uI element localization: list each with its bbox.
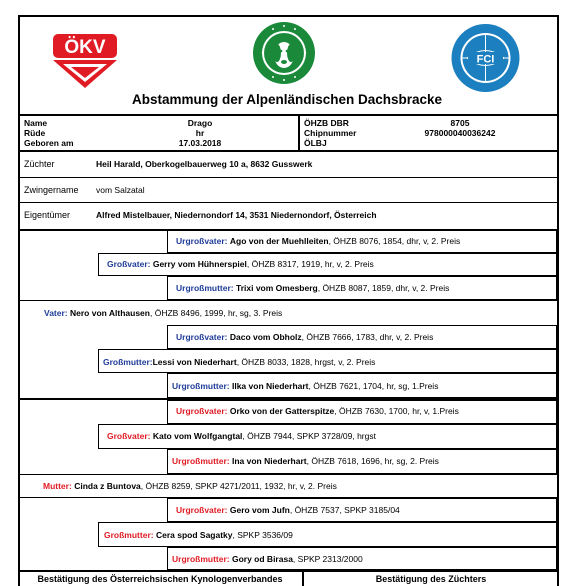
pedigree-entry-father xyxy=(44,308,282,318)
pedigree-entry-ggm1 xyxy=(176,283,449,293)
olbj-label: ÖLBJ xyxy=(304,138,327,148)
ggv2-info: , ÖHZB 7666, 1783, dhr, v, 2. Preis xyxy=(301,332,434,342)
gv1-name: Gerry vom Hühnerspiel xyxy=(152,259,247,269)
gv2-name: Kato vom Wolfgangtal xyxy=(152,431,243,441)
club-dachsbracke-logo xyxy=(251,20,317,86)
ggv3-info: , ÖHZB 7630, 1700, hr, v, 1.Preis xyxy=(334,406,459,416)
gm1-label: Großmutter: xyxy=(103,357,153,367)
pedigree-entry-ggv4 xyxy=(176,505,400,515)
pedigree-entry-ggv2 xyxy=(176,332,433,342)
pedigree-entry-ggm2 xyxy=(172,381,438,391)
fci-logo xyxy=(449,23,522,93)
owner-value: Alfred Mistelbauer, Niedernondorf 14, 3531 Niedernondorf, Österreich xyxy=(96,210,377,220)
born-label: Geboren am xyxy=(24,138,74,148)
footer-confirmation-oekv: Bestätigung des Österreichsischen Kynologenverbandes xyxy=(37,574,283,584)
pedigree-entry-gv2 xyxy=(107,431,376,441)
divider xyxy=(18,202,559,203)
ggm3-label: Urgroßmutter: xyxy=(172,456,230,466)
ggv1-name: Ago von der Muehlleiten xyxy=(229,236,329,246)
pedigree-entry-mother xyxy=(43,481,337,491)
gv1-info: , ÖHZB 8317, 1919, hr, v, 2. Preis xyxy=(246,259,374,269)
registration-value: 8705 xyxy=(450,118,470,128)
divider xyxy=(18,150,559,152)
breeder-label: Züchter xyxy=(24,159,55,169)
divider xyxy=(18,114,559,116)
divider xyxy=(18,570,559,572)
mother-label: Mutter: xyxy=(43,481,72,491)
page-title: Abstammung der Alpenländischen Dachsbracke xyxy=(131,92,443,107)
ggm1-name: Trixi vom Omesberg xyxy=(235,283,318,293)
oekv-logo xyxy=(53,34,117,90)
name-label: Name xyxy=(24,118,48,128)
pedigree-entry-ggm3 xyxy=(172,456,439,466)
ggm2-label: Urgroßmutter: xyxy=(172,381,230,391)
gm2-label: Großmutter: xyxy=(104,530,154,540)
gm2-name: Cera spod Sagatky xyxy=(155,530,233,540)
pedigree-entry-gm2 xyxy=(104,530,293,540)
owner-label: Eigentümer xyxy=(24,210,71,220)
father-name: Nero von Althausen xyxy=(70,308,150,318)
gv1-label: Großvater: xyxy=(107,259,151,269)
ggv4-label: Urgroßvater: xyxy=(176,505,228,515)
name-value: Drago xyxy=(187,118,213,128)
ggv2-name: Daco vom Obholz xyxy=(229,332,302,342)
ggm1-label: Urgroßmutter: xyxy=(176,283,234,293)
ggm3-name: Ina von Niederhart xyxy=(231,456,307,466)
ggv4-name: Gero vom Jufn xyxy=(229,505,290,515)
divider xyxy=(18,300,559,301)
ggm2-info: , ÖHZB 7621, 1704, hr, sg, 1.Preis xyxy=(308,381,439,391)
gm1-name: Lessi von Niederhart xyxy=(152,357,237,367)
ggv1-info: , ÖHZB 8076, 1854, dhr, v, 2. Preis xyxy=(328,236,461,246)
breeder-value: Heil Harald, Oberkogelbauerweg 10 a, 8632 Gusswerk xyxy=(96,159,313,169)
kennel-label: Zwingername xyxy=(24,185,79,195)
divider xyxy=(18,474,559,475)
ggv3-name: Orko von der Gatterspitze xyxy=(229,406,335,416)
gv2-label: Großvater: xyxy=(107,431,151,441)
father-info: , ÖHZB 8496, 1999, hr, sg, 3. Preis xyxy=(149,308,283,318)
ggm4-label: Urgroßmutter: xyxy=(172,554,230,564)
kennel-value: vom Salzatal xyxy=(96,185,145,195)
divider xyxy=(298,115,300,151)
footer-confirmation-breeder: Bestätigung des Züchters xyxy=(375,574,487,584)
gm1-info: , ÖHZB 8033, 1828, hrgst, v, 2. Preis xyxy=(236,357,376,367)
pedigree-entry-gv1 xyxy=(107,259,374,269)
pedigree-entry-ggv3 xyxy=(176,406,459,416)
ggv1-label: Urgroßvater: xyxy=(176,236,228,246)
mother-info: , ÖHZB 8259, SPKP 4271/2011, 1932, hr, v, 2. Preis xyxy=(140,481,337,491)
pedigree-entry-ggv1 xyxy=(176,236,460,246)
sex-value: hr xyxy=(195,128,205,138)
ggm4-info: , SPKP 2313/2000 xyxy=(292,554,363,564)
ggv3-label: Urgroßvater: xyxy=(176,406,228,416)
ggm4-name: Gory od Birasa xyxy=(231,554,293,564)
father-label: Vater: xyxy=(44,308,68,318)
gv2-info: , ÖHZB 7944, SPKP 3728/09, hrgst xyxy=(242,431,376,441)
ggm1-info: , ÖHZB 8087, 1859, dhr, v, 2. Preis xyxy=(317,283,450,293)
ggm3-info: , ÖHZB 7618, 1696, hr, sg, 2. Preis xyxy=(306,456,439,466)
pedigree-entry-gm1 xyxy=(103,357,375,367)
ggm2-name: Ilka von Niederhart xyxy=(231,381,309,391)
divider xyxy=(18,177,559,178)
pedigree-entry-ggm4 xyxy=(172,554,363,564)
born-value: 17.03.2018 xyxy=(178,138,222,148)
mother-name: Cinda z Buntova xyxy=(74,481,141,491)
oekv-logo-text: ÖKV xyxy=(64,37,106,58)
chip-value: 978000040036242 xyxy=(424,128,496,138)
gm2-info: , SPKP 3536/09 xyxy=(232,530,293,540)
sex-label: Rüde xyxy=(24,128,46,138)
ggv4-info: , ÖHZB 7537, SPKP 3185/04 xyxy=(289,505,400,515)
registration-label: ÖHZB DBR xyxy=(304,118,349,128)
ggv2-label: Urgroßvater: xyxy=(176,332,228,342)
fci-logo-text: FCI xyxy=(476,53,495,66)
chip-label: Chipnummer xyxy=(304,128,357,138)
